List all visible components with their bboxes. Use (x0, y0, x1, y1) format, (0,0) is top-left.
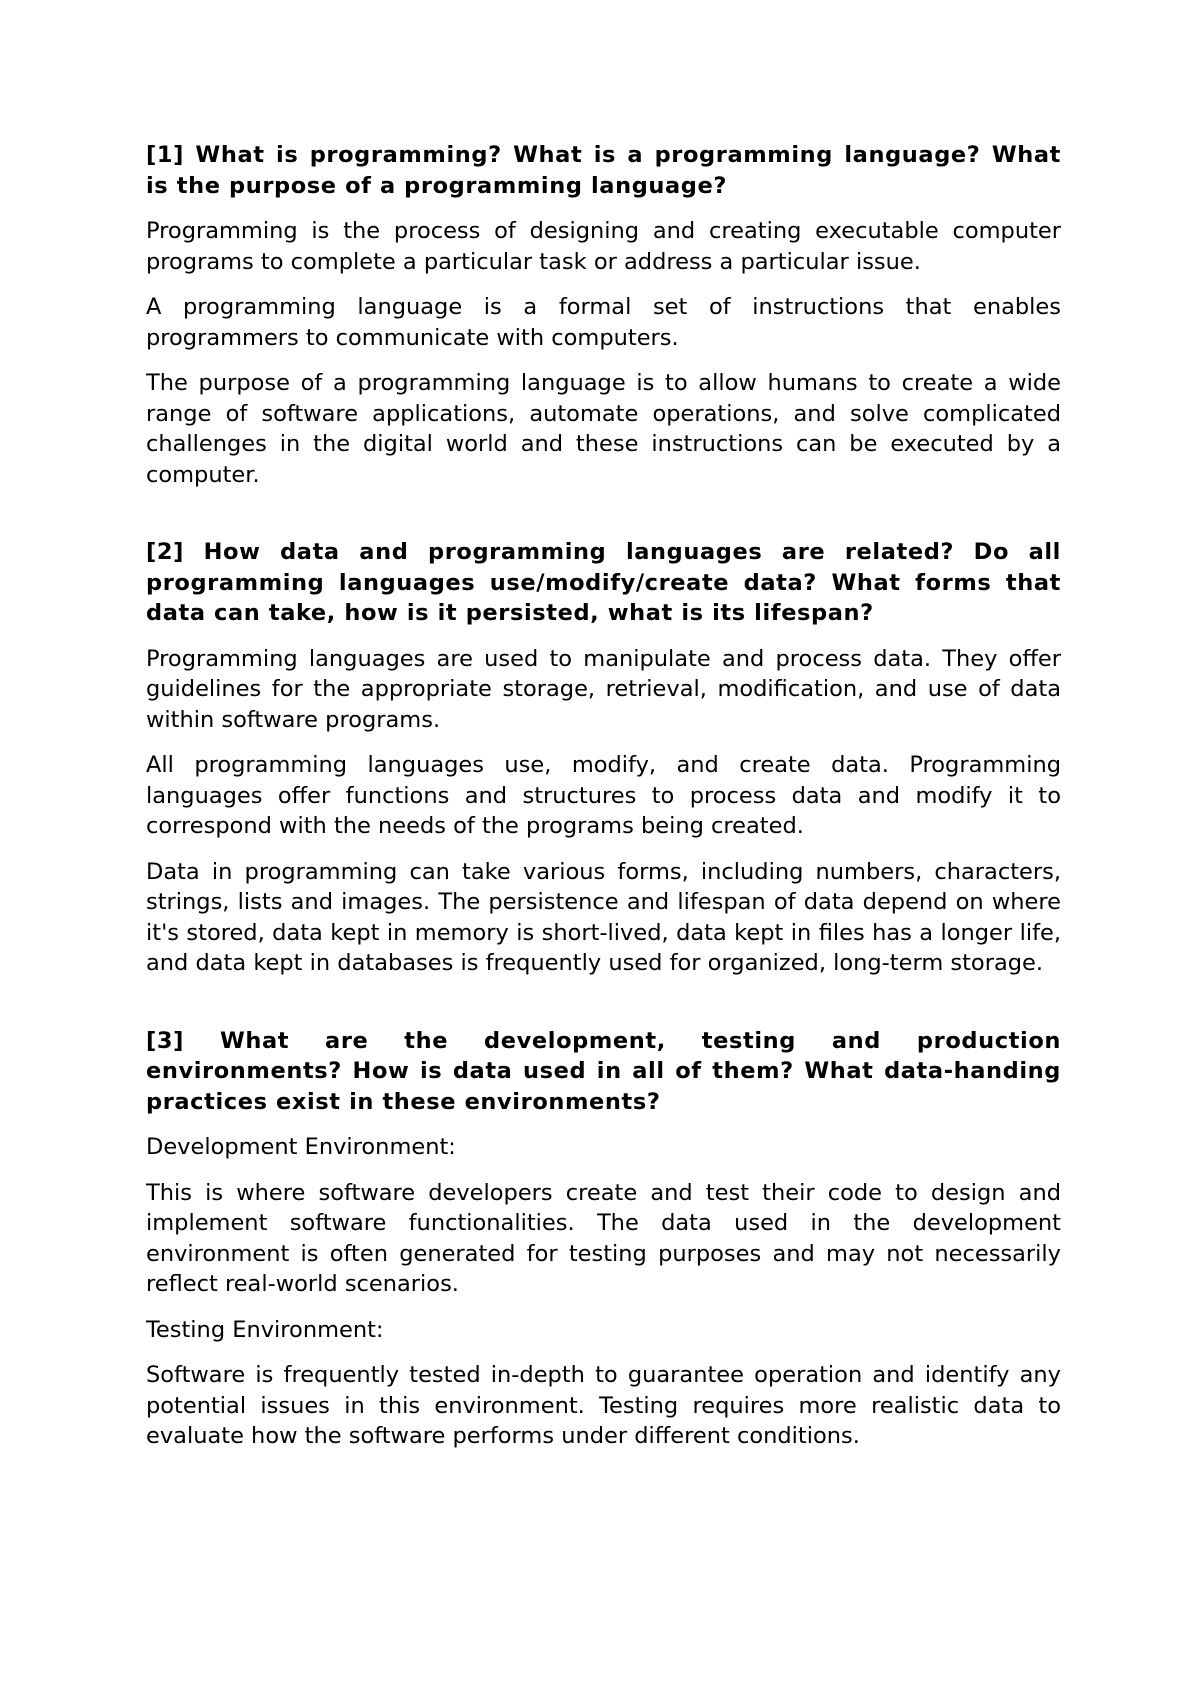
paragraph: Programming is the process of designing and creating executable computer programs to complete a particular task or address a particular issue. (146, 218, 1061, 275)
paragraph: The purpose of a programming language is to allow humans to create a wide range of software applications, automate operations, and solve complicated challenges in the digital world and these instructions can be executed by a computer. (146, 370, 1061, 488)
paragraph: All programming languages use, modify, and create data. Programming languages offer functions and structures to process data and modify it to correspond with the needs of the programs being created. (146, 752, 1061, 839)
paragraph: Software is frequently tested in-depth to guarantee operation and identify any potential issues in this environment. Testing requires more realistic data to evaluate how the software performs under different conditions. (146, 1362, 1061, 1449)
section-1 (146, 140, 1061, 490)
paragraph: Programming languages are used to manipulate and process data. They offer guidelines for the appropriate storage, retrieval, modification, and use of data within software programs. (146, 645, 1061, 733)
paragraph: This is where software developers create and test their code to design and implement software functionalities. The data used in the development environment is often generated for testing purposes and may not necessarily reflect real-world scenarios. (146, 1179, 1061, 1297)
paragraph: Data in programming can take various forms, including numbers, characters, strings, lists and images. The persistence and lifespan of data depend on where it's stored, data kept in memory is short-lived, data kept in files has a longer life, and data kept in databases is frequently used for organized, long-term storage. (146, 858, 1061, 976)
section-2 (146, 537, 1061, 979)
section-heading: [2] How data and programming languages are related? Do all programming languages use/modify/create data? What forms that data can take, how is it persisted, what is its lifespan? (146, 539, 1061, 626)
testing-environment-label: Testing Environment: (146, 1316, 384, 1343)
development-environment-label: Development Environment: (146, 1134, 456, 1160)
paragraph: A programming language is a formal set of instructions that enables programmers to communicate with computers. (146, 294, 1061, 351)
section-heading: [3] What are the development, testing and production environments? How is data used in all of them? What data-handing practices exist in these environments? (146, 1027, 1061, 1115)
document-page (146, 140, 1061, 1499)
section-3 (146, 1026, 1061, 1452)
section-heading: [1] What is programming? What is a programming language? What is the purpose of a programming language? (146, 142, 1061, 199)
